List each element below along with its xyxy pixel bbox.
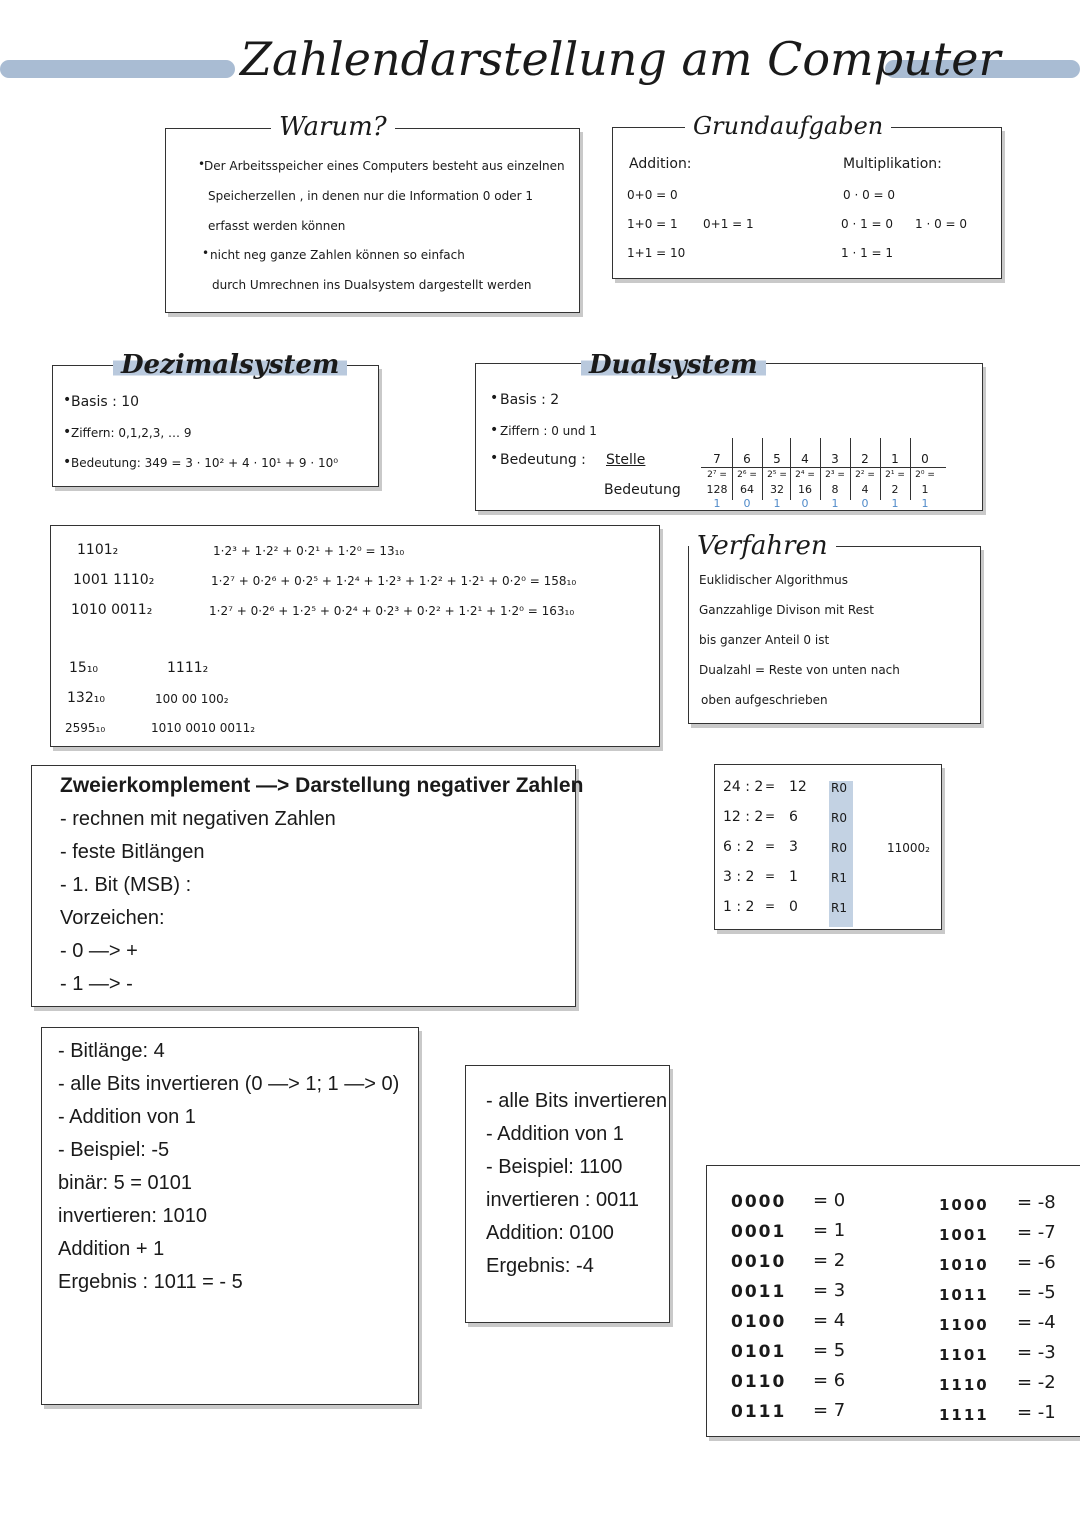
warum-line: nicht neg ganze Zahlen können so einfach: [210, 248, 465, 262]
verfahren-line: bis ganzer Anteil 0 ist: [699, 633, 830, 647]
bullet-icon: •: [202, 246, 210, 260]
potenz-cell: 2⁰ =: [915, 470, 935, 480]
division-expr: 6 : 2: [723, 839, 755, 855]
potenz-cell: 2¹ =: [885, 470, 905, 480]
table-val: = 1: [813, 1220, 846, 1241]
column-divider: [762, 438, 763, 500]
expansion: 1·2⁷ + 0·2⁶ + 1·2⁵ + 0·2⁴ + 0·2³ + 0·2² + 1·2¹ + 1·2⁰ = 163₁₀: [209, 604, 575, 618]
stelle-cell: 5: [773, 452, 781, 466]
add-fact: 1+0 = 1: [627, 217, 678, 231]
table-val: = -7: [1017, 1222, 1056, 1243]
division-rest: R0: [831, 811, 847, 825]
wert-cell: 32: [770, 483, 784, 496]
bullet-icon: •: [63, 424, 72, 440]
division-quotient: 0: [789, 899, 798, 915]
table-val: = -8: [1017, 1192, 1056, 1213]
potenz-cell: 2³ =: [825, 470, 845, 480]
beispiel-minus5-box: [41, 1027, 419, 1405]
verfahren-line: Euklidischer Algorithmus: [699, 573, 848, 587]
column-divider: [820, 438, 821, 500]
table-bin: 1011: [939, 1286, 989, 1304]
potenz-cell: 2⁶ =: [737, 470, 757, 480]
bullet-icon: •: [63, 454, 72, 470]
bit-cell: 1: [713, 497, 721, 510]
table-val: = -6: [1017, 1252, 1056, 1273]
mul-fact: 1 · 1 = 1: [841, 246, 894, 260]
verfahren-line: oben aufgeschrieben: [701, 693, 828, 707]
table-bin: 1001: [939, 1226, 989, 1244]
bullet-icon: •: [63, 392, 72, 408]
table-val: = -3: [1017, 1342, 1056, 1363]
division-quotient: 1: [789, 869, 798, 885]
potenz-cell: 2² =: [855, 470, 875, 480]
zweier-line: - feste Bitlängen: [60, 841, 205, 863]
dezimal-ziffern: Ziffern: 0,1,2,3, … 9: [71, 426, 192, 440]
table-bin: 0011: [731, 1282, 787, 1302]
wert-cell: 2: [891, 483, 899, 496]
mul-fact: 0 · 0 = 0: [843, 188, 896, 202]
bit-cell: 0: [743, 497, 751, 510]
beispiel-line: Ergebnis : 1011 = - 5: [58, 1271, 243, 1293]
bit-cell: 1: [891, 497, 899, 510]
division-quotient: 6: [789, 809, 798, 825]
dezimalsystem-box: [52, 350, 379, 487]
table-val: = 7: [813, 1400, 846, 1421]
stelle-cell: 7: [713, 452, 721, 466]
column-divider: [880, 438, 881, 500]
warum-line: erfasst werden können: [208, 219, 346, 233]
table-val: = -5: [1017, 1282, 1056, 1303]
binary-number: 1101₂: [77, 542, 119, 558]
title-bar-left: [0, 60, 235, 78]
bullet-icon: •: [198, 157, 206, 171]
column-divider: [790, 438, 791, 500]
table-bin: 1110: [939, 1376, 989, 1394]
wert-cell: 8: [831, 483, 839, 496]
dezimalsystem-title: Dezimalsystem: [113, 350, 347, 380]
binary-result: 100 00 100₂: [155, 692, 229, 706]
warum-line: Speicherzellen , in denen nur die Information 0 oder 1: [208, 189, 533, 203]
beispiel-line: - alle Bits invertieren: [486, 1090, 668, 1112]
dual-bedeutung: Bedeutung :: [500, 452, 586, 468]
table-bin: 0110: [731, 1372, 787, 1392]
wert-cell: 1: [921, 483, 929, 496]
decimal-number: 2595₁₀: [65, 721, 106, 735]
warum-line: durch Umrechnen ins Dualsystem dargestellt werden: [212, 278, 532, 292]
expansion: 1·2⁷ + 0·2⁶ + 0·2⁵ + 1·2⁴ + 1·2³ + 1·2² + 1·2¹ + 0·2⁰ = 158₁₀: [211, 574, 577, 588]
verfahren-title: Verfahren: [689, 531, 836, 561]
beispiel-1100-box: [465, 1065, 670, 1323]
table-bin: 0111: [731, 1402, 787, 1422]
decimal-number: 132₁₀: [67, 690, 105, 706]
table-bin: 0100: [731, 1312, 787, 1332]
division-eq: =: [765, 809, 776, 823]
table-bin: 1100: [939, 1316, 989, 1334]
table-val: = 4: [813, 1310, 846, 1331]
stelle-cell: 6: [743, 452, 751, 466]
division-eq: =: [765, 839, 776, 853]
multiplication-label: Multiplikation:: [843, 156, 942, 172]
division-expr: 3 : 2: [723, 869, 755, 885]
bedeutung-label: Bedeutung: [604, 482, 681, 498]
division-expr: 24 : 2: [723, 779, 764, 795]
table-bin: 1010: [939, 1256, 989, 1274]
decimal-number: 15₁₀: [69, 660, 99, 676]
bullet-icon: •: [490, 450, 499, 466]
binary-number: 1001 1110₂: [73, 572, 155, 588]
table-bin: 0010: [731, 1252, 787, 1272]
division-rest: R1: [831, 901, 847, 915]
grundaufgaben-title: Grundaufgaben: [685, 112, 891, 140]
beispiel-line: Addition + 1: [58, 1238, 165, 1260]
mul-fact: 0 · 1 = 0: [841, 217, 894, 231]
mul-fact: 1 · 0 = 0: [915, 217, 968, 231]
zweier-line: - 1 —> -: [60, 973, 133, 995]
beispiel-line: Addition: 0100: [486, 1222, 614, 1244]
verfahren-line: Dualzahl = Reste von unten nach: [699, 663, 900, 677]
wert-cell: 16: [798, 483, 812, 496]
table-bin: 1000: [939, 1196, 989, 1214]
wert-cell: 4: [861, 483, 869, 496]
table-bin: 0101: [731, 1342, 787, 1362]
beispiel-line: invertieren : 0011: [486, 1189, 640, 1211]
zweierkomplement-table-box: [706, 1165, 1080, 1437]
division-eq: =: [765, 779, 776, 793]
stelle-label: Stelle: [606, 452, 646, 468]
division-rest: R0: [831, 781, 847, 795]
zweier-line: - rechnen mit negativen Zahlen: [60, 808, 336, 830]
potenz-cell: 2⁵ =: [767, 470, 787, 480]
verfahren-box: [688, 531, 981, 724]
dualsystem-title: Dualsystem: [581, 350, 766, 380]
division-result: 11000₂: [887, 841, 930, 855]
add-fact: 1+1 = 10: [627, 246, 686, 260]
column-divider: [732, 438, 733, 500]
warum-title: Warum?: [271, 112, 395, 142]
warum-line: Der Arbeitsspeicher eines Computers besteht aus einzelnen: [204, 159, 565, 173]
bit-cell: 1: [773, 497, 781, 510]
table-bin: 0001: [731, 1222, 787, 1242]
division-rest: R0: [831, 841, 847, 855]
beispiel-line: - Beispiel: 1100: [486, 1156, 623, 1178]
bit-cell: 1: [921, 497, 929, 510]
division-quotient: 3: [789, 839, 798, 855]
beispiel-line: - Bitlänge: 4: [58, 1040, 165, 1062]
warum-box: [165, 112, 580, 313]
page-title: Zahlendarstellung am Computer: [240, 32, 1001, 86]
bullet-icon: •: [490, 422, 499, 438]
wert-cell: 64: [740, 483, 754, 496]
bit-cell: 0: [861, 497, 869, 510]
binary-result: 1010 0010 0011₂: [151, 721, 256, 735]
division-rest: R1: [831, 871, 847, 885]
bullet-icon: •: [490, 390, 499, 406]
table-bin: 0000: [731, 1192, 787, 1212]
wert-cell: 128: [706, 483, 728, 496]
zweier-line: - 1. Bit (MSB) :: [60, 874, 192, 896]
beispiel-line: Ergebnis: -4: [486, 1255, 594, 1277]
zweierkomplement-box: [31, 765, 584, 1007]
table-val: = 0: [813, 1190, 846, 1211]
division-expr: 1 : 2: [723, 899, 755, 915]
dual-basis: Basis : 2: [500, 392, 560, 408]
dezimal-basis: Basis : 10: [71, 394, 140, 410]
stelle-cell: 1: [891, 452, 899, 466]
beispiel-line: - alle Bits invertieren (0 —> 1; 1 —> 0): [58, 1073, 400, 1095]
beispiel-line: - Addition von 1: [486, 1123, 624, 1145]
beispiel-line: - Beispiel: -5: [58, 1139, 170, 1161]
beispiel-line: invertieren: 1010: [58, 1205, 207, 1227]
expansion: 1·2³ + 1·2² + 0·2¹ + 1·2⁰ = 13₁₀: [213, 544, 405, 558]
stelle-cell: 2: [861, 452, 869, 466]
zweier-line: - 0 —> +: [60, 940, 138, 962]
column-divider: [850, 438, 851, 500]
bit-cell: 1: [831, 497, 839, 510]
beispiel-line: - Addition von 1: [58, 1106, 196, 1128]
add-fact: 0+1 = 1: [703, 217, 754, 231]
division-eq: =: [765, 899, 776, 913]
division-quotient: 12: [789, 779, 807, 795]
table-val: = 3: [813, 1280, 846, 1301]
table-val: = -4: [1017, 1312, 1056, 1333]
stelle-cell: 3: [831, 452, 839, 466]
stelle-cell: 0: [921, 452, 929, 466]
column-divider: [910, 438, 911, 500]
dezimal-bedeutung: Bedeutung: 349 = 3 · 10² + 4 · 10¹ + 9 · 10⁰: [71, 456, 339, 470]
dualsystem-box: [475, 350, 983, 511]
addition-label: Addition:: [629, 156, 692, 172]
verfahren-line: Ganzzahlige Divison mit Rest: [699, 603, 875, 617]
division-eq: =: [765, 869, 776, 883]
table-val: = 2: [813, 1250, 846, 1271]
division-box: [714, 764, 942, 930]
beispiel-line: binär: 5 = 0101: [58, 1172, 192, 1194]
grundaufgaben-box: [612, 112, 1002, 279]
table-val: = 5: [813, 1340, 846, 1361]
dual-ziffern: Ziffern : 0 und 1: [500, 424, 597, 438]
zweier-line: Vorzeichen:: [60, 907, 165, 929]
table-val: = -2: [1017, 1372, 1056, 1393]
table-bin: 1111: [939, 1406, 989, 1424]
table-bin: 1101: [939, 1346, 989, 1364]
zweier-heading: Zweierkomplement —> Darstellung negativer Zahlen: [60, 774, 584, 797]
binary-number: 1010 0011₂: [71, 602, 153, 618]
umrechnung-box: [50, 525, 660, 747]
division-expr: 12 : 2: [723, 809, 764, 825]
binary-result: 1111₂: [167, 660, 209, 676]
bit-cell: 0: [801, 497, 809, 510]
stelle-cell: 4: [801, 452, 809, 466]
potenz-cell: 2⁴ =: [795, 470, 815, 480]
table-val: = 6: [813, 1370, 846, 1391]
add-fact: 0+0 = 0: [627, 188, 678, 202]
table-val: = -1: [1017, 1402, 1056, 1423]
potenz-cell: 2⁷ =: [707, 470, 727, 480]
